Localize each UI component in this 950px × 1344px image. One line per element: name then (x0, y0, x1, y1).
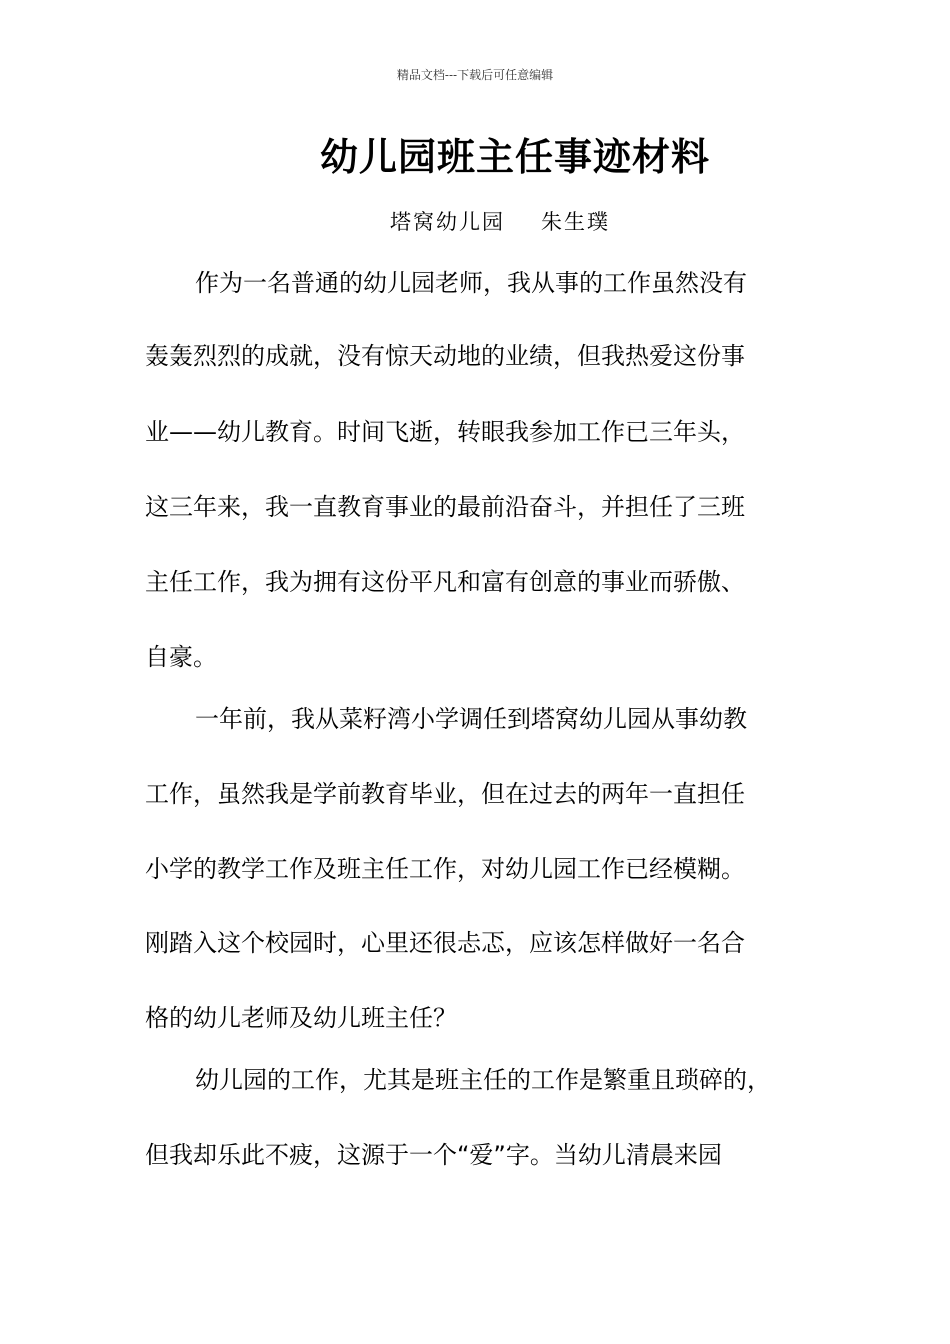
paragraph-line: 主任工作，我为拥有这份平凡和富有创意的事业而骄傲、 (145, 568, 745, 596)
byline-author: 朱生璞 (541, 210, 610, 234)
paragraph-line: 轰轰烈烈的成就，没有惊天动地的业绩，但我热爱这份事 (145, 342, 745, 370)
byline (0, 206, 950, 236)
byline-school: 塔窝幼儿园 (390, 210, 505, 234)
paragraph-line: 但我却乐此不疲，这源于一个“爱”字。当幼儿清晨来园 (145, 1141, 722, 1169)
paragraph-line: 刚踏入这个校园时，心里还很忐忑，应该怎样做好一名合 (145, 929, 745, 957)
paragraph-line: 幼儿园的工作，尤其是班主任的工作是繁重且琐碎的， (195, 1066, 771, 1094)
paragraph-line: 这三年来，我一直教育事业的最前沿奋斗，并担任了三班 (145, 493, 745, 521)
paragraph-line: 工作，虽然我是学前教育毕业，但在过去的两年一直担任 (145, 780, 745, 808)
header-note: 精品文档---下载后可任意编辑 (396, 68, 554, 82)
document-title: 幼儿园班主任事迹材料 (319, 134, 710, 179)
paragraph-line: 格的幼儿老师及幼儿班主任？ (145, 1004, 457, 1032)
paragraph-line: 业——幼儿教育。时间飞逝，转眼我参加工作已三年头， (145, 418, 745, 446)
paragraph-line: 小学的教学工作及班主任工作，对幼儿园工作已经模糊。 (145, 855, 745, 883)
paragraph-line: 作为一名普通的幼儿园老师，我从事的工作虽然没有 (195, 269, 747, 297)
paragraph-line: 自豪。 (145, 643, 217, 671)
paragraph-line: 一年前，我从菜籽湾小学调任到塔窝幼儿园从事幼教 (195, 705, 747, 733)
